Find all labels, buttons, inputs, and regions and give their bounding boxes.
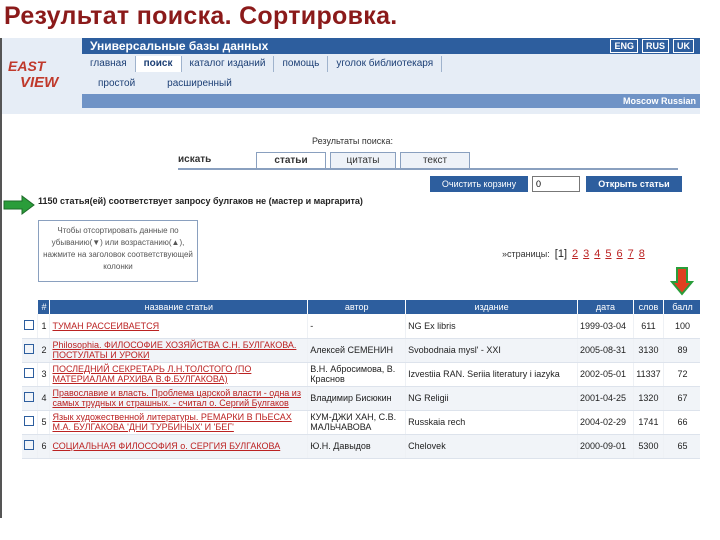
- row-score: 65: [663, 434, 700, 458]
- col-author-header[interactable]: автор: [308, 300, 406, 314]
- site-header: [2, 38, 700, 114]
- row-author: -: [308, 314, 406, 338]
- row-title-cell: [50, 314, 308, 338]
- nav-librarian[interactable]: уголок библиотекаря: [328, 56, 442, 72]
- nav-home[interactable]: главная: [82, 56, 136, 72]
- article-title-link[interactable]: Православие и власть. Проблема царской власти - одна из самых трудных и страшных. - считал о. Сергий Булгаков: [52, 388, 301, 408]
- row-date: 2000-09-01: [578, 434, 634, 458]
- result-tabs: [178, 150, 678, 170]
- row-title-cell: [50, 362, 308, 386]
- row-checkbox-cell: [22, 362, 38, 386]
- row-title-cell: [50, 338, 308, 362]
- row-words: 3130: [633, 338, 663, 362]
- lang-uk[interactable]: UK: [673, 39, 694, 53]
- clear-basket-button[interactable]: Очистить корзину: [430, 176, 528, 192]
- page-link[interactable]: 7: [627, 248, 634, 260]
- language-switcher: [610, 39, 694, 53]
- page-link[interactable]: 5: [605, 248, 612, 260]
- article-title-link[interactable]: СОЦИАЛЬНАЯ ФИЛОСОФИЯ о. СЕРГИЯ БУЛГАКОВА: [52, 441, 281, 451]
- nav-search[interactable]: поиск: [136, 56, 182, 72]
- open-articles-button[interactable]: Открыть статьи: [586, 176, 682, 192]
- results-table: [22, 300, 700, 459]
- col-number-header[interactable]: #: [38, 300, 50, 314]
- db-title: Универсальные базы данных: [90, 39, 269, 53]
- basket-count-input[interactable]: 0: [532, 176, 580, 192]
- page-link[interactable]: 6: [616, 248, 623, 260]
- tab-text[interactable]: текст: [400, 152, 470, 170]
- article-title-link[interactable]: ТУМАН РАССЕИВАЕТСЯ: [52, 320, 160, 331]
- row-author: КУМ-ДЖИ ХАН, С.В. МАЛЬЧАВОВА: [308, 410, 406, 434]
- row-number: 2: [38, 338, 50, 362]
- red-arrow-icon: [670, 266, 694, 296]
- nav-catalog[interactable]: каталог изданий: [182, 56, 275, 72]
- eastview-logo[interactable]: [4, 56, 68, 96]
- page-link[interactable]: 2: [572, 248, 579, 260]
- row-number: 3: [38, 362, 50, 386]
- row-number: 4: [38, 386, 50, 410]
- subnav-simple[interactable]: простой: [98, 78, 136, 89]
- result-count: 1150 статья(ей) соответствует запросу булгаков не (мастер и маргарита): [38, 196, 363, 206]
- row-checkbox[interactable]: [24, 320, 34, 330]
- sub-nav: [82, 76, 700, 92]
- checkbox-header: [22, 300, 38, 314]
- page-link[interactable]: 4: [594, 248, 601, 260]
- slide-title: Результат поиска. Сортировка.: [4, 2, 398, 30]
- tab-articles[interactable]: статьи: [256, 152, 326, 170]
- results-label: Результаты поиска:: [312, 136, 393, 146]
- main-nav: [82, 56, 700, 72]
- row-words: 1741: [633, 410, 663, 434]
- row-source: Svobodnaia mysl' - XXI: [406, 338, 578, 362]
- table-row: [22, 410, 700, 434]
- row-number: 1: [38, 314, 50, 338]
- col-date-header[interactable]: дата: [578, 300, 634, 314]
- search-link[interactable]: искать: [178, 154, 212, 165]
- row-words: 611: [633, 314, 663, 338]
- table-row: [22, 386, 700, 410]
- row-checkbox-cell: [22, 410, 38, 434]
- row-words: 5300: [633, 434, 663, 458]
- row-source: NG Ex libris: [406, 314, 578, 338]
- row-source: Izvestiia RAN. Seriia literatury i iazyka: [406, 362, 578, 386]
- logo-line-1: EAST: [8, 58, 46, 74]
- col-title-header[interactable]: название статьи: [50, 300, 308, 314]
- row-score: 67: [663, 386, 700, 410]
- lang-rus[interactable]: RUS: [642, 39, 669, 53]
- article-title-link[interactable]: Philosophia. ФИЛОСОФИЕ ХОЗЯЙСТВА С.Н. БУЛГАКОВА. ПОСТУЛАТЫ И УРОКИ: [52, 340, 297, 360]
- row-source: NG Religii: [406, 386, 578, 410]
- row-author: Ю.Н. Давыдов: [308, 434, 406, 458]
- row-score: 100: [663, 314, 700, 338]
- row-author: В.Н. Абросимова, В. Краснов: [308, 362, 406, 386]
- row-source: Chelovek: [406, 434, 578, 458]
- row-date: 2004-02-29: [578, 410, 634, 434]
- row-checkbox[interactable]: [24, 392, 34, 402]
- row-date: 2002-05-01: [578, 362, 634, 386]
- db-title-bar: [82, 38, 700, 54]
- row-words: 11337: [633, 362, 663, 386]
- page-current: [1]: [554, 248, 567, 260]
- row-checkbox[interactable]: [24, 416, 34, 426]
- article-title-link[interactable]: Язык художественной литературы. РЕМАРКИ В ПЬЕСАХ М.А. БУЛГАКОВА 'ДНИ ТУРБИНЫХ' И 'БЕГ': [52, 412, 292, 432]
- page-link[interactable]: 3: [583, 248, 590, 260]
- row-checkbox-cell: [22, 386, 38, 410]
- status-bar: [82, 94, 700, 108]
- browser-frame: [0, 38, 700, 518]
- row-title-cell: [50, 434, 308, 458]
- row-checkbox-cell: [22, 338, 38, 362]
- lang-eng[interactable]: ENG: [610, 39, 638, 53]
- row-checkbox[interactable]: [24, 440, 34, 450]
- green-arrow-icon: [2, 194, 36, 216]
- row-title-cell: [50, 386, 308, 410]
- table-row: [22, 314, 700, 338]
- logo-line-2: VIEW: [20, 74, 59, 91]
- table-row: [22, 338, 700, 362]
- row-number: 6: [38, 434, 50, 458]
- row-author: Алексей СЕМЕНИН: [308, 338, 406, 362]
- sort-hint: Чтобы отсортировать данные по убыванию(▼) или возрастанию(▲), нажмите на заголовок соответствующей колонки: [38, 220, 198, 282]
- nav-help[interactable]: помощь: [274, 56, 328, 72]
- row-checkbox[interactable]: [24, 368, 34, 378]
- row-author: Владимир Бисюкин: [308, 386, 406, 410]
- tab-divider: [178, 168, 678, 170]
- row-number: 5: [38, 410, 50, 434]
- pagination: [502, 248, 645, 260]
- row-score: 89: [663, 338, 700, 362]
- subnav-advanced[interactable]: расширенный: [167, 78, 232, 89]
- col-score-header[interactable]: балл: [663, 300, 700, 314]
- row-date: 2005-08-31: [578, 338, 634, 362]
- table-row: [22, 434, 700, 458]
- col-source-header[interactable]: издание: [406, 300, 578, 314]
- page-link[interactable]: 8: [638, 248, 645, 260]
- row-score: 66: [663, 410, 700, 434]
- pages-label: »страницы:: [502, 249, 550, 259]
- row-date: 2001-04-25: [578, 386, 634, 410]
- row-date: 1999-03-04: [578, 314, 634, 338]
- row-score: 72: [663, 362, 700, 386]
- col-words-header[interactable]: слов: [633, 300, 663, 314]
- moscow-label: Moscow Russian: [622, 96, 696, 106]
- row-title-cell: [50, 410, 308, 434]
- table-header-row: [22, 300, 700, 314]
- row-checkbox-cell: [22, 434, 38, 458]
- row-checkbox[interactable]: [24, 344, 34, 354]
- table-row: [22, 362, 700, 386]
- row-words: 1320: [633, 386, 663, 410]
- row-checkbox-cell: [22, 314, 38, 338]
- row-source: Russkaia rech: [406, 410, 578, 434]
- article-title-link[interactable]: ПОСЛЕДНИЙ СЕКРЕТАРЬ Л.Н.ТОЛСТОГО (ПО МАТЕРИАЛАМ АРХИВА В.Ф.БУЛГАКОВА): [52, 364, 252, 384]
- tab-citations[interactable]: цитаты: [330, 152, 396, 170]
